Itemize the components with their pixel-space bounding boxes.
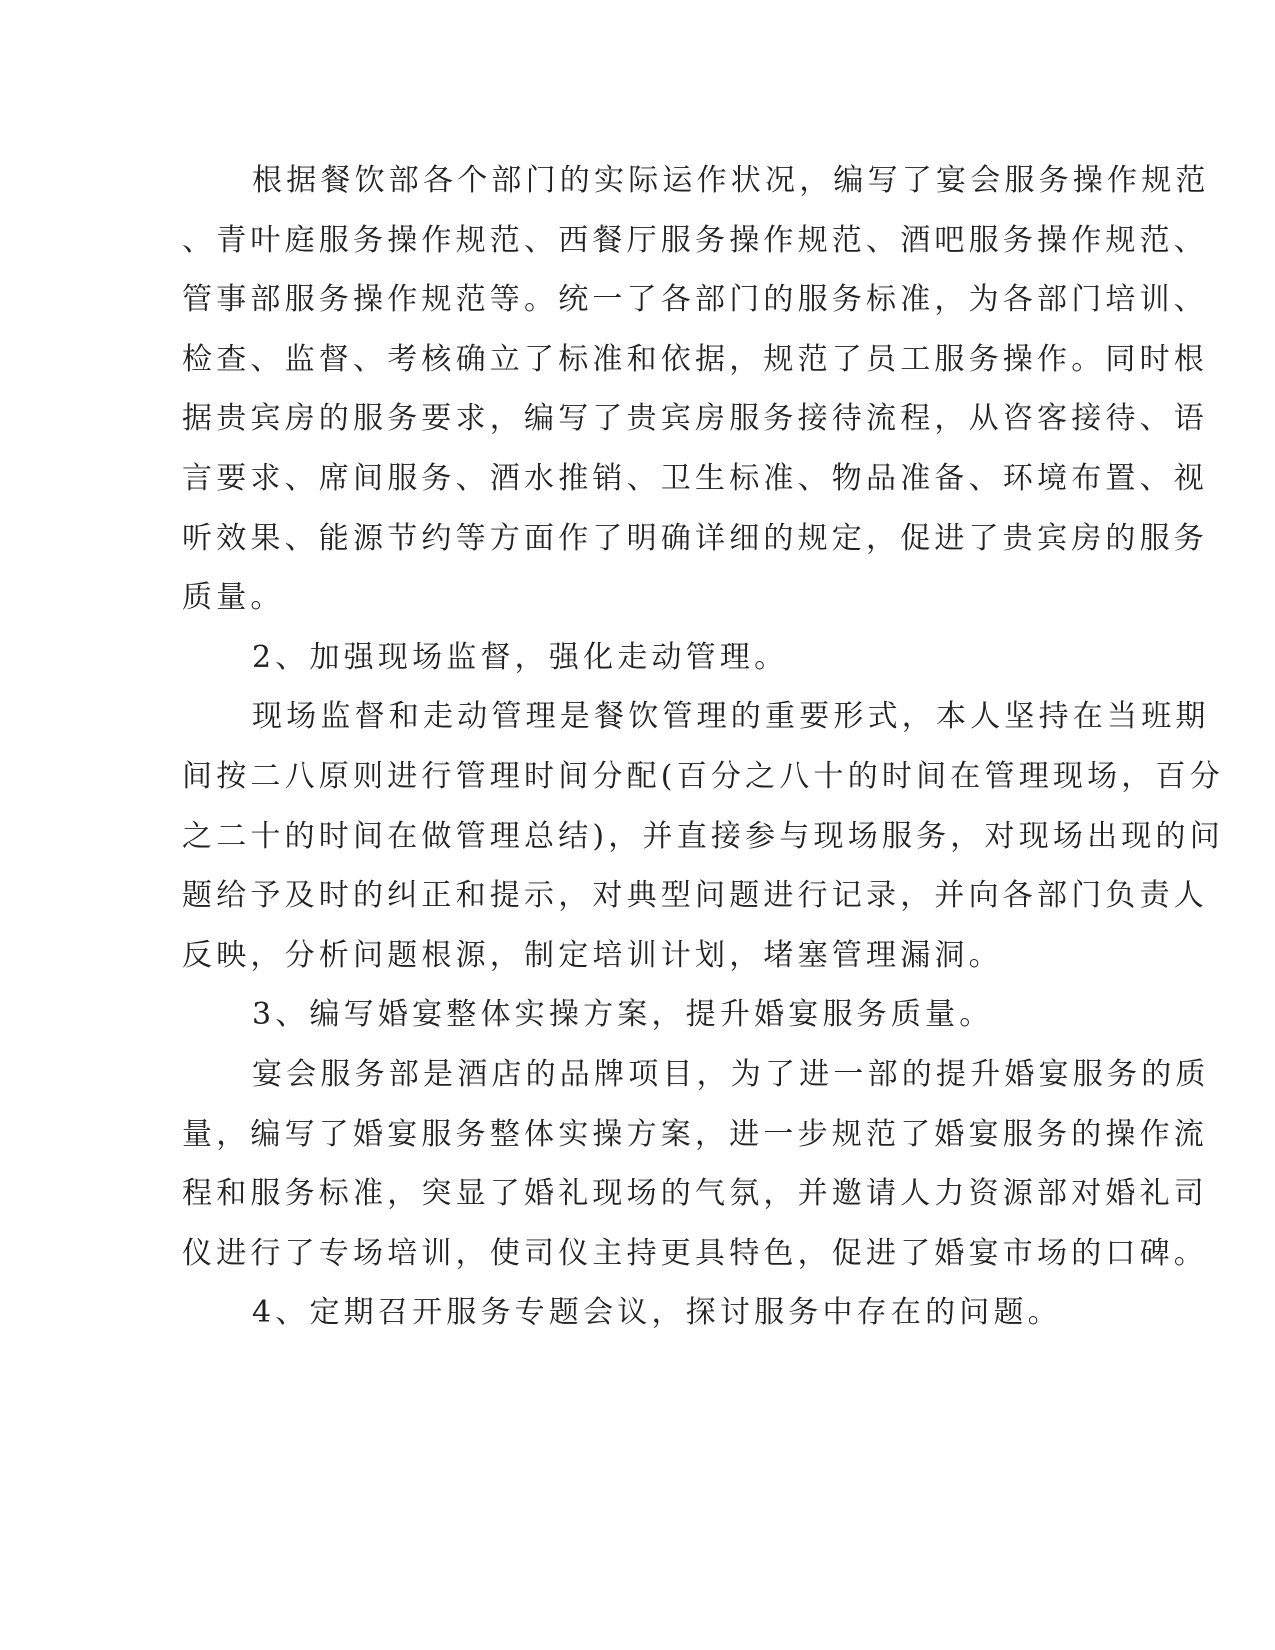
paragraph-line: 反映，分析问题根源，制定培训计划，堵塞管理漏洞。	[182, 937, 1003, 973]
document-body	[182, 158, 1224, 1350]
paragraph-line: 仪进行了专场培训，使司仪主持更具特色，促进了婚宴市场的口碑。	[182, 1235, 1208, 1271]
paragraph-line: 宴会服务部是酒店的品牌项目，为了进一部的提升婚宴服务的质	[252, 1056, 1210, 1092]
paragraph-line: 言要求、席间服务、酒水推销、卫生标准、物品准备、环境布置、视	[182, 460, 1208, 496]
section-heading: 4、定期召开服务专题会议，探讨服务中存在的问题。	[252, 1295, 1062, 1331]
paragraph-line: 题给予及时的纠正和提示，对典型问题进行记录，并向各部门负责人	[182, 878, 1208, 914]
paragraph-line: 量，编写了婚宴服务整体实操方案，进一步规范了婚宴服务的操作流	[182, 1116, 1208, 1152]
section-heading: 3、编写婚宴整体实操方案，提升婚宴服务质量。	[252, 997, 994, 1033]
paragraph-line: 检查、监督、考核确立了标准和依据，规范了员工服务操作。同时根	[182, 341, 1208, 377]
paragraph-line: 程和服务标准，突显了婚礼现场的气氛，并邀请人力资源部对婚礼司	[182, 1176, 1208, 1212]
paragraph-line: 管事部服务操作规范等。统一了各部门的服务标准，为各部门培训、	[182, 282, 1208, 318]
paragraph-line: 根据餐饮部各个部门的实际运作状况，编写了宴会服务操作规范	[252, 163, 1210, 198]
paragraph-line: 间按二八原则进行管理时间分配(百分之八十的时间在管理现场，百分	[182, 758, 1224, 794]
paragraph-line: 之二十的时间在做管理总结)，并直接参与现场服务，对现场出现的问	[182, 818, 1224, 854]
paragraph-line: 听效果、能源节约等方面作了明确详细的规定，促进了贵宾房的服务	[182, 520, 1208, 556]
paragraph-line: 质量。	[182, 580, 285, 616]
section-heading: 2、加强现场监督，强化走动管理。	[252, 639, 789, 675]
paragraph-line: 现场监督和走动管理是餐饮管理的重要形式，本人坚持在当班期	[252, 699, 1210, 735]
paragraph-line: 据贵宾房的服务要求，编写了贵宾房服务接待流程，从咨客接待、语	[182, 401, 1208, 437]
paragraph-line: 、青叶庭服务操作规范、西餐厅服务操作规范、酒吧服务操作规范、	[182, 222, 1208, 258]
